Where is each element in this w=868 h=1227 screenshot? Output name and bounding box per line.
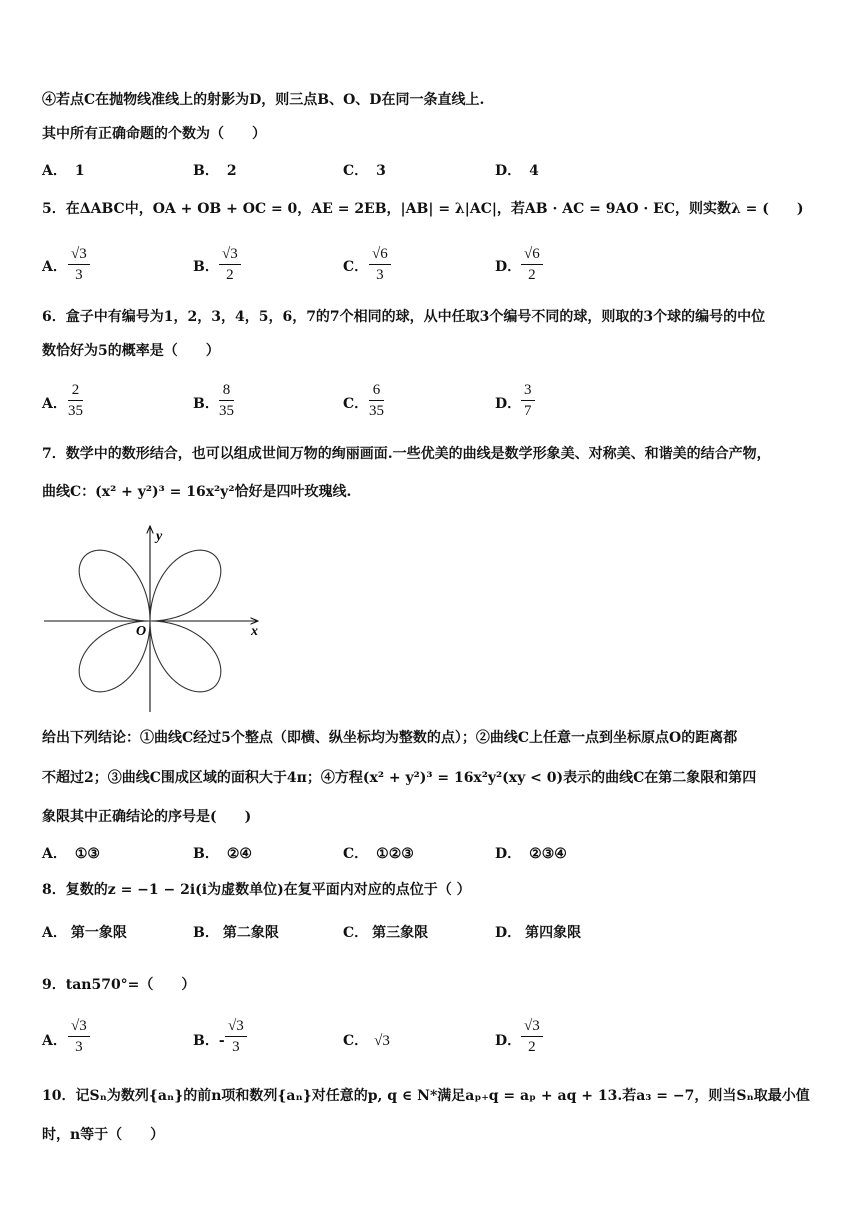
q5-option-a-fraction <box>68 244 90 285</box>
q8-option-b: B． 第二象限 <box>193 925 279 941</box>
q9-option-b-label: B．- <box>193 1033 225 1049</box>
fraction-numerator: 3 <box>521 380 535 401</box>
fraction-numerator: √6 <box>521 244 543 265</box>
x-axis-label: x <box>251 624 258 639</box>
q7-option-c: C． ①②③ <box>343 846 414 862</box>
q8-stem: 8．复数的z = −1 − 2i(i为虚数单位)在复平面内对应的点位于（ ） <box>42 882 471 898</box>
fraction-numerator: √3 <box>225 1016 247 1037</box>
q7-conclusions-line2: 不超过2；③曲线C围成区域的面积大于4π；④方程(x² + y²)³ = 16x²y²(xy < 0)表示的曲线C在第二象限和第四 <box>42 770 757 786</box>
q7-conclusions-line1: 给出下列结论：①曲线C经过5个整点（即横、纵坐标均为整数的点）；②曲线C上任意一点到坐标原点O的距离都 <box>42 730 738 746</box>
q4-option-d: D． 4 <box>495 163 539 179</box>
q7-option-a: A． ①③ <box>42 846 100 862</box>
fraction-denominator: 2 <box>528 1039 536 1055</box>
fraction-denominator: 35 <box>369 403 384 419</box>
fraction-denominator: 3 <box>232 1039 240 1055</box>
fraction-numerator: 6 <box>369 380 384 401</box>
q4-option-a: A． 1 <box>42 163 85 179</box>
q9-option-a-label: A． <box>42 1033 67 1049</box>
q9-option-a-fraction <box>68 1016 90 1057</box>
q5-option-d-fraction <box>521 244 543 285</box>
q6-option-a-label: A． <box>42 396 67 412</box>
q5-option-a-label: A． <box>42 259 67 275</box>
q5-option-d-label: D． <box>495 259 522 275</box>
y-axis-label: y <box>156 529 163 544</box>
q8-option-a: A． 第一象限 <box>42 925 127 941</box>
fraction-denominator: 3 <box>75 267 83 283</box>
q5-option-b-label: B． <box>193 259 219 275</box>
q9-option-b-fraction <box>225 1016 247 1057</box>
q9-option-d-fraction <box>521 1016 543 1057</box>
q4-prompt: 其中所有正确命题的个数为（ ） <box>42 126 266 142</box>
q6-stem-line2: 数恰好为5的概率是（ ） <box>42 343 220 359</box>
q6-option-a-fraction <box>68 380 83 421</box>
q6-option-d-label: D． <box>495 396 522 412</box>
q7-stem-line2: 曲线C：(x² + y²)³ = 16x²y²恰好是四叶玫瑰线. <box>42 484 352 500</box>
q8-option-d: D． 第四象限 <box>495 925 582 941</box>
fraction-numerator: 2 <box>68 380 83 401</box>
q10-stem-line1: 10．记Sₙ为数列{aₙ}的前n项和数列{aₙ}对任意的p, q ∈ N*满足aₚ₊q = aₚ + aq + 13.若a₃ = −7，则当Sₙ取最小值 <box>42 1088 810 1104</box>
q9-stem: 9．tan570°=（ ） <box>42 977 196 993</box>
q9-option-c: C． √3 <box>343 1033 390 1049</box>
q4-option-c: C． 3 <box>343 163 386 179</box>
q5-option-c-fraction <box>369 244 391 285</box>
q6-option-c-label: C． <box>343 396 369 412</box>
q6-option-c-fraction <box>369 380 384 421</box>
origin-label: O <box>136 624 147 639</box>
q4-item4: ④若点C在抛物线准线上的射影为D，则三点B、O、D在同一条直线上. <box>42 92 485 108</box>
fraction-numerator: √3 <box>68 1016 90 1037</box>
fraction-numerator: √3 <box>521 1016 543 1037</box>
q5-stem: 5．在ΔABC中，OA + OB + OC = 0，AE = 2EB，|AB| = λ|AC|，若AB · AC = 9AO · EC，则实数λ = ( ) <box>42 201 804 217</box>
fraction-denominator: 3 <box>75 1039 83 1055</box>
four-leaf-rose-figure <box>40 520 270 716</box>
fraction-denominator: 3 <box>376 267 384 283</box>
fraction-denominator: 7 <box>524 403 532 419</box>
q9-option-d-label: D． <box>495 1033 522 1049</box>
q7-option-b: B． ②④ <box>193 846 252 862</box>
q7-option-d: D． ②③④ <box>495 846 567 862</box>
q7-prompt: 象限其中正确结论的序号是( ) <box>42 809 252 825</box>
fraction-numerator: √3 <box>219 244 241 265</box>
fraction-numerator: 8 <box>219 380 234 401</box>
q4-option-b: B． 2 <box>193 163 237 179</box>
q6-option-b-label: B． <box>193 396 219 412</box>
fraction-denominator: 2 <box>226 267 234 283</box>
fraction-denominator: 35 <box>219 403 234 419</box>
fraction-denominator: 35 <box>68 403 83 419</box>
q10-stem-line2: 时，n等于（ ） <box>42 1127 165 1143</box>
fraction-denominator: 2 <box>528 267 536 283</box>
q7-stem-line1: 7．数学中的数形结合，也可以组成世间万物的绚丽画面.一些优美的曲线是数学形象美、对称美、和谐美的结合产物， <box>42 446 771 462</box>
q5-option-b-fraction <box>219 244 241 285</box>
q6-option-b-fraction <box>219 380 234 421</box>
minus-sign: - <box>218 1033 225 1049</box>
fraction-numerator: √6 <box>369 244 391 265</box>
q6-option-d-fraction <box>521 380 535 421</box>
q5-option-c-label: C． <box>343 259 369 275</box>
fraction-numerator: √3 <box>68 244 90 265</box>
q6-stem-line1: 6．盒子中有编号为1，2，3，4，5，6，7的7个相同的球，从中任取3个编号不同的球，则取的3个球的编号的中位 <box>42 309 766 325</box>
q8-option-c: C． 第三象限 <box>343 925 429 941</box>
